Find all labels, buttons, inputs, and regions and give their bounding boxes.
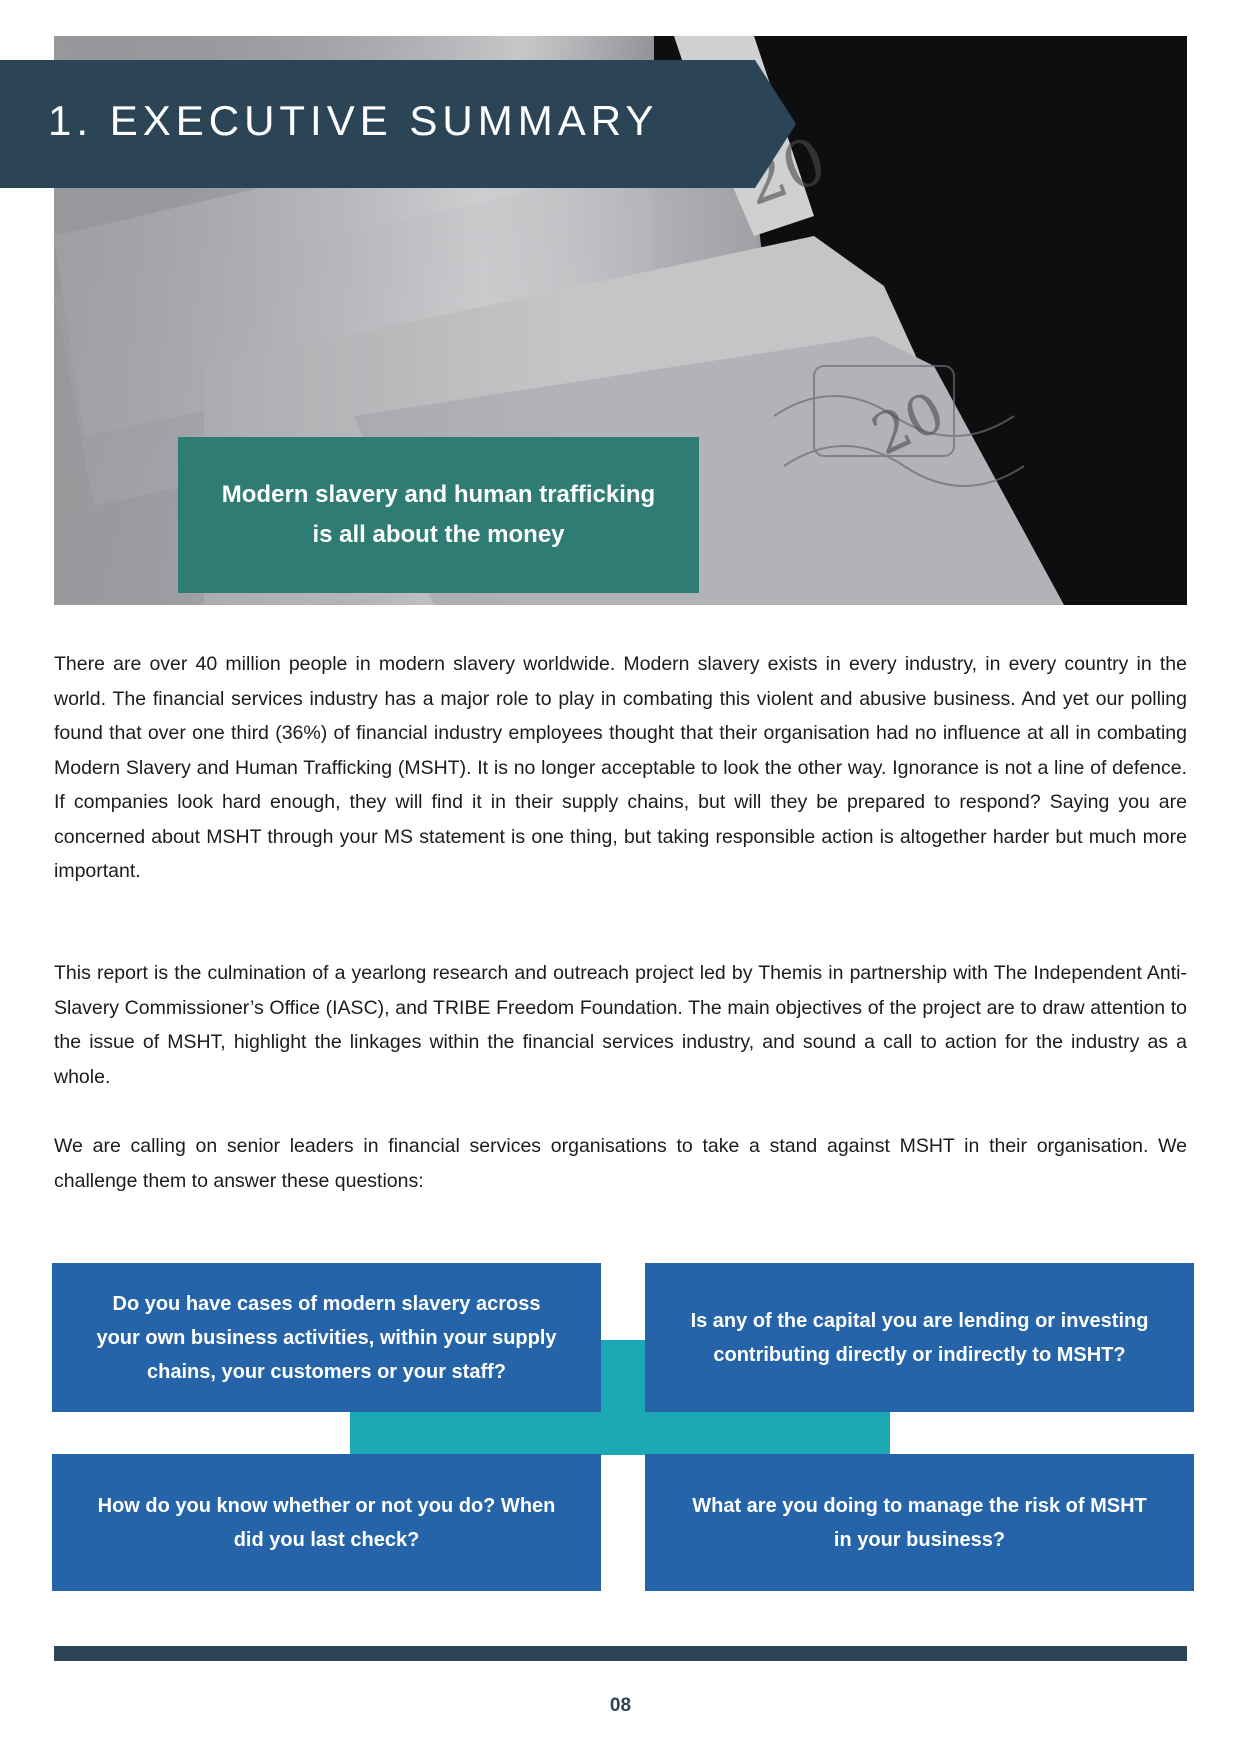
question-text-2: Is any of the capital you are lending or investing contributing directly or indirectly to MSHT? (690, 1309, 1149, 1366)
question-text-1: Do you have cases of modern slavery across your own business activities, within your supply chains, your customers or your staff? (96, 1292, 557, 1383)
body-paragraph-3: We are calling on senior leaders in financial services organisations to take a stand against MSHT in their organisation. We challenge them to answer these questions: (54, 1135, 1187, 1192)
body-paragraph-2: This report is the culmination of a yearlong research and outreach project led by Themis in partnership with The Independent Anti-Slavery Commissioner’s Office (IASC), and TRIBE Freedom Foundation. The main objectives of the project are to draw attention to the issue of MSHT, highlight the linkages within the financial services industry, and sound a call to action for the industry as a whole. (54, 962, 1187, 1088)
question-box-3 (52, 1454, 601, 1591)
question-box-4 (645, 1454, 1194, 1591)
cross-connector-horizontal (350, 1412, 890, 1454)
footer-divider (54, 1646, 1187, 1661)
section-title: 1. EXECUTIVE SUMMARY (48, 97, 659, 144)
body-paragraph-1: There are over 40 million people in modern slavery worldwide. Modern slavery exists in every industry, in every country in the world. The financial services industry has a major role to play in combating this violent and abusive business. And yet our polling found that over one third (36%) of financial industry employees thought that their organisation had no influence at all in combating Modern Slavery and Human Trafficking (MSHT). It is no longer acceptable to look the other way. Ignorance is not a line of defence. If companies look hard enough, they will find it in their supply chains, but will they be prepared to respond? Saying you are concerned about MSHT through your MS statement is one thing, but taking responsible action is altogether harder but much more important. (54, 653, 1187, 882)
question-text-4: What are you doing to manage the risk of MSHT in your business? (692, 1494, 1147, 1551)
question-box-2 (645, 1263, 1194, 1412)
callout-text: Modern slavery and human trafficking is all about the money (221, 481, 656, 548)
question-box-1 (52, 1263, 601, 1412)
callout-box (178, 437, 699, 593)
page-number: 08 (609, 1695, 632, 1716)
question-text-3: How do you know whether or not you do? When did you last check? (97, 1494, 556, 1551)
